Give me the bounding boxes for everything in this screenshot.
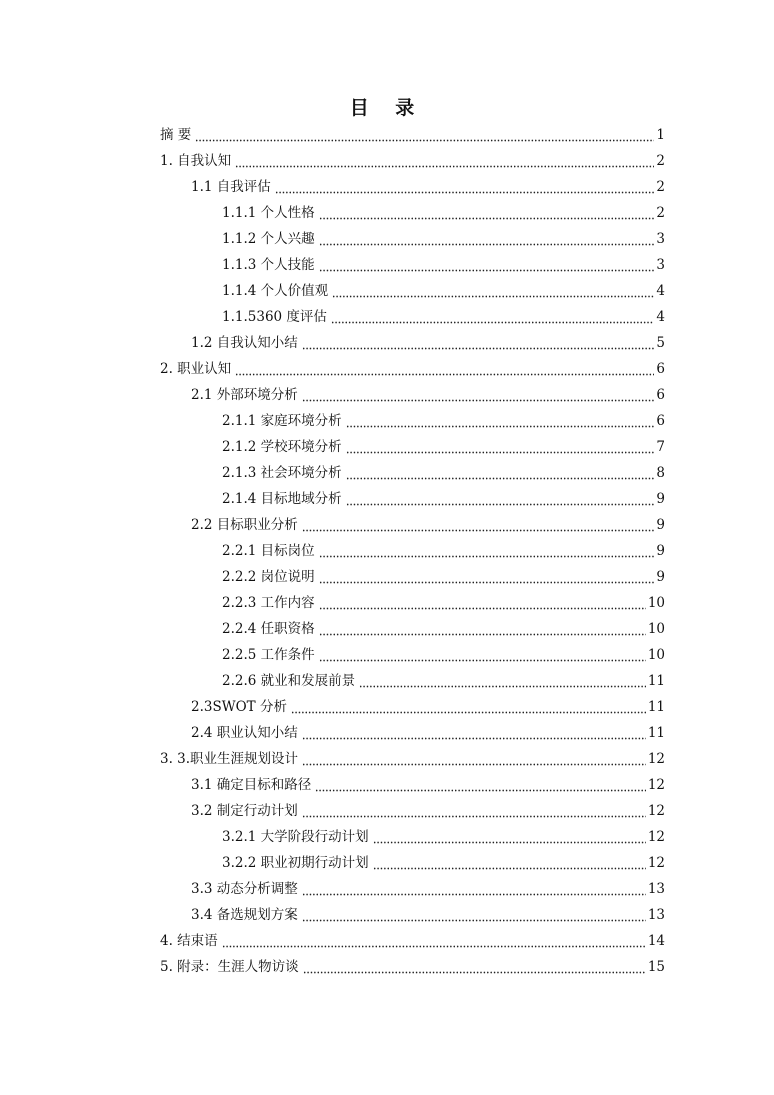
toc-entry-page: 6 bbox=[656, 361, 665, 377]
toc-entry[interactable] bbox=[222, 278, 665, 304]
dot-leader bbox=[346, 466, 655, 480]
toc-entry-page: 10 bbox=[647, 647, 665, 663]
toc-entry-label: 1.2 自我认知小结 bbox=[191, 335, 298, 351]
dot-leader bbox=[302, 518, 655, 532]
toc-entry-label: 3.3 动态分析调整 bbox=[191, 881, 298, 897]
toc-entry-label: 2.2.4 任职资格 bbox=[222, 621, 315, 637]
toc-entry[interactable] bbox=[191, 382, 665, 408]
toc-entry[interactable] bbox=[222, 486, 665, 512]
dot-leader bbox=[346, 414, 655, 428]
toc-entry-page: 14 bbox=[647, 933, 665, 949]
dot-leader bbox=[302, 908, 646, 922]
toc-entry[interactable] bbox=[222, 538, 665, 564]
toc-entry[interactable] bbox=[160, 746, 665, 772]
toc-entry[interactable] bbox=[160, 148, 665, 174]
dot-leader bbox=[235, 362, 654, 376]
toc-entry-page: 12 bbox=[647, 751, 665, 767]
toc-entry-label: 2.1.3 社会环境分析 bbox=[222, 465, 342, 481]
toc-entry-page: 12 bbox=[647, 803, 665, 819]
dot-leader bbox=[331, 310, 654, 324]
dot-leader bbox=[302, 726, 646, 740]
toc-entry[interactable] bbox=[191, 694, 665, 720]
toc-entry-page: 12 bbox=[647, 777, 665, 793]
toc-entry-label: 1.1.2 个人兴趣 bbox=[222, 231, 315, 247]
toc-entry[interactable] bbox=[222, 460, 665, 486]
toc-entry-page: 13 bbox=[647, 881, 665, 897]
dot-leader bbox=[359, 674, 646, 688]
toc-entry[interactable] bbox=[191, 902, 665, 928]
toc-entry-label: 2.1 外部环境分析 bbox=[191, 387, 298, 403]
dot-leader bbox=[373, 830, 646, 844]
toc-entry-label: 1.1 自我评估 bbox=[191, 179, 271, 195]
toc-entry-label: 2.2.5 工作条件 bbox=[222, 647, 315, 663]
toc-entry-page: 9 bbox=[656, 517, 665, 533]
toc-entry[interactable] bbox=[160, 954, 665, 980]
dot-leader bbox=[315, 778, 646, 792]
toc-entry[interactable] bbox=[222, 434, 665, 460]
dot-leader bbox=[319, 206, 655, 220]
dot-leader bbox=[302, 336, 655, 350]
dot-leader bbox=[319, 544, 655, 558]
toc-entry-page: 11 bbox=[647, 673, 665, 689]
toc-entry[interactable] bbox=[191, 330, 665, 356]
toc-entry-label: 2.2.1 目标岗位 bbox=[222, 543, 315, 559]
toc-entry-label: 2.1.1 家庭环境分析 bbox=[222, 413, 342, 429]
toc-entry-label: 摘 要 bbox=[160, 127, 192, 143]
toc-entry[interactable] bbox=[191, 174, 665, 200]
dot-leader bbox=[302, 804, 646, 818]
toc-entry[interactable] bbox=[222, 564, 665, 590]
toc-entry[interactable] bbox=[222, 304, 665, 330]
toc-entry-page: 13 bbox=[647, 907, 665, 923]
dot-leader bbox=[275, 180, 655, 194]
dot-leader bbox=[302, 388, 655, 402]
toc-entry[interactable] bbox=[191, 876, 665, 902]
toc-entry-label: 2.2.6 就业和发展前景 bbox=[222, 673, 356, 689]
toc-entry-label: 3.2 制定行动计划 bbox=[191, 803, 298, 819]
toc-entry-page: 12 bbox=[647, 855, 665, 871]
dot-leader bbox=[332, 284, 654, 298]
toc-entry-label: 3.1 确定目标和路径 bbox=[191, 777, 312, 793]
dot-leader bbox=[346, 492, 655, 506]
toc-entry[interactable] bbox=[160, 122, 665, 148]
toc-entry[interactable] bbox=[222, 642, 665, 668]
toc-entry-label: 3. 3.职业生涯规划设计 bbox=[160, 751, 299, 767]
toc-entry-page: 1 bbox=[656, 127, 665, 143]
toc-entry[interactable] bbox=[222, 252, 665, 278]
dot-leader bbox=[222, 934, 646, 948]
toc-entry-page: 15 bbox=[647, 959, 665, 975]
toc-entry-page: 9 bbox=[656, 491, 665, 507]
toc-entry-page: 3 bbox=[656, 257, 665, 273]
toc-entry-page: 4 bbox=[656, 283, 665, 299]
toc-entry[interactable] bbox=[222, 590, 665, 616]
toc-entry[interactable] bbox=[191, 798, 665, 824]
toc-entry-label: 2.3SWOT 分析 bbox=[191, 699, 287, 715]
toc-entry-label: 1.1.3 个人技能 bbox=[222, 257, 315, 273]
toc-entry[interactable] bbox=[191, 772, 665, 798]
dot-leader bbox=[302, 752, 646, 766]
dot-leader bbox=[235, 154, 654, 168]
toc-entry-page: 2 bbox=[656, 179, 665, 195]
toc-entry[interactable] bbox=[191, 720, 665, 746]
toc-entry-label: 1.1.5360 度评估 bbox=[222, 309, 327, 325]
toc-entry[interactable] bbox=[160, 928, 665, 954]
toc-entry-label: 2.2 目标职业分析 bbox=[191, 517, 298, 533]
toc-entry-label: 5. 附录：生涯人物访谈 bbox=[160, 959, 299, 975]
toc-entry-page: 5 bbox=[656, 335, 665, 351]
dot-leader bbox=[319, 622, 646, 636]
dot-leader bbox=[303, 960, 646, 974]
dot-leader bbox=[302, 882, 646, 896]
dot-leader bbox=[319, 232, 655, 246]
toc-entry-label: 4. 结束语 bbox=[160, 933, 218, 949]
toc-entry-label: 2.1.4 目标地域分析 bbox=[222, 491, 342, 507]
toc-entry-label: 2. 职业认知 bbox=[160, 361, 232, 377]
toc-entry[interactable] bbox=[222, 200, 665, 226]
toc-entry-label: 2.2.2 岗位说明 bbox=[222, 569, 315, 585]
toc-entry[interactable] bbox=[160, 356, 665, 382]
toc-entry[interactable] bbox=[191, 512, 665, 538]
toc-entry[interactable] bbox=[222, 850, 665, 876]
dot-leader bbox=[319, 596, 646, 610]
toc-entry-page: 3 bbox=[656, 231, 665, 247]
toc-entry-page: 10 bbox=[647, 621, 665, 637]
toc-entry-page: 8 bbox=[656, 465, 665, 481]
toc-entry-page: 2 bbox=[656, 205, 665, 221]
toc-entry-page: 12 bbox=[647, 829, 665, 845]
toc-entry[interactable] bbox=[222, 824, 665, 850]
dot-leader bbox=[346, 440, 655, 454]
toc-entry[interactable] bbox=[222, 408, 665, 434]
toc-entry-page: 10 bbox=[647, 595, 665, 611]
toc-entry-page: 6 bbox=[656, 387, 665, 403]
dot-leader bbox=[319, 570, 655, 584]
dot-leader bbox=[373, 856, 646, 870]
toc-entry[interactable] bbox=[222, 668, 665, 694]
dot-leader bbox=[319, 648, 646, 662]
toc-entry[interactable] bbox=[222, 226, 665, 252]
toc-entry-label: 2.2.3 工作内容 bbox=[222, 595, 315, 611]
toc-entry-page: 9 bbox=[656, 543, 665, 559]
toc-entry-page: 9 bbox=[656, 569, 665, 585]
toc-entry-label: 1.1.1 个人性格 bbox=[222, 205, 315, 221]
toc-entry-label: 3.4 备选规划方案 bbox=[191, 907, 298, 923]
dot-leader bbox=[291, 700, 646, 714]
toc-entry-page: 2 bbox=[656, 153, 665, 169]
toc-entry-page: 11 bbox=[647, 725, 665, 741]
dot-leader bbox=[195, 128, 654, 142]
toc-entry-label: 1. 自我认知 bbox=[160, 153, 232, 169]
toc-entry[interactable] bbox=[222, 616, 665, 642]
page-title: 目 录 bbox=[349, 97, 425, 119]
toc-entry-label: 2.1.2 学校环境分析 bbox=[222, 439, 342, 455]
toc-entry-page: 6 bbox=[656, 413, 665, 429]
toc-entry-label: 3.2.1 大学阶段行动计划 bbox=[222, 829, 369, 845]
toc-entry-page: 7 bbox=[656, 439, 665, 455]
toc-entry-page: 4 bbox=[656, 309, 665, 325]
toc-entry-page: 11 bbox=[647, 699, 665, 715]
toc-entry-label: 1.1.4 个人价值观 bbox=[222, 283, 329, 299]
dot-leader bbox=[319, 258, 655, 272]
toc-entry-label: 2.4 职业认知小结 bbox=[191, 725, 298, 741]
toc-entry-label: 3.2.2 职业初期行动计划 bbox=[222, 855, 369, 871]
